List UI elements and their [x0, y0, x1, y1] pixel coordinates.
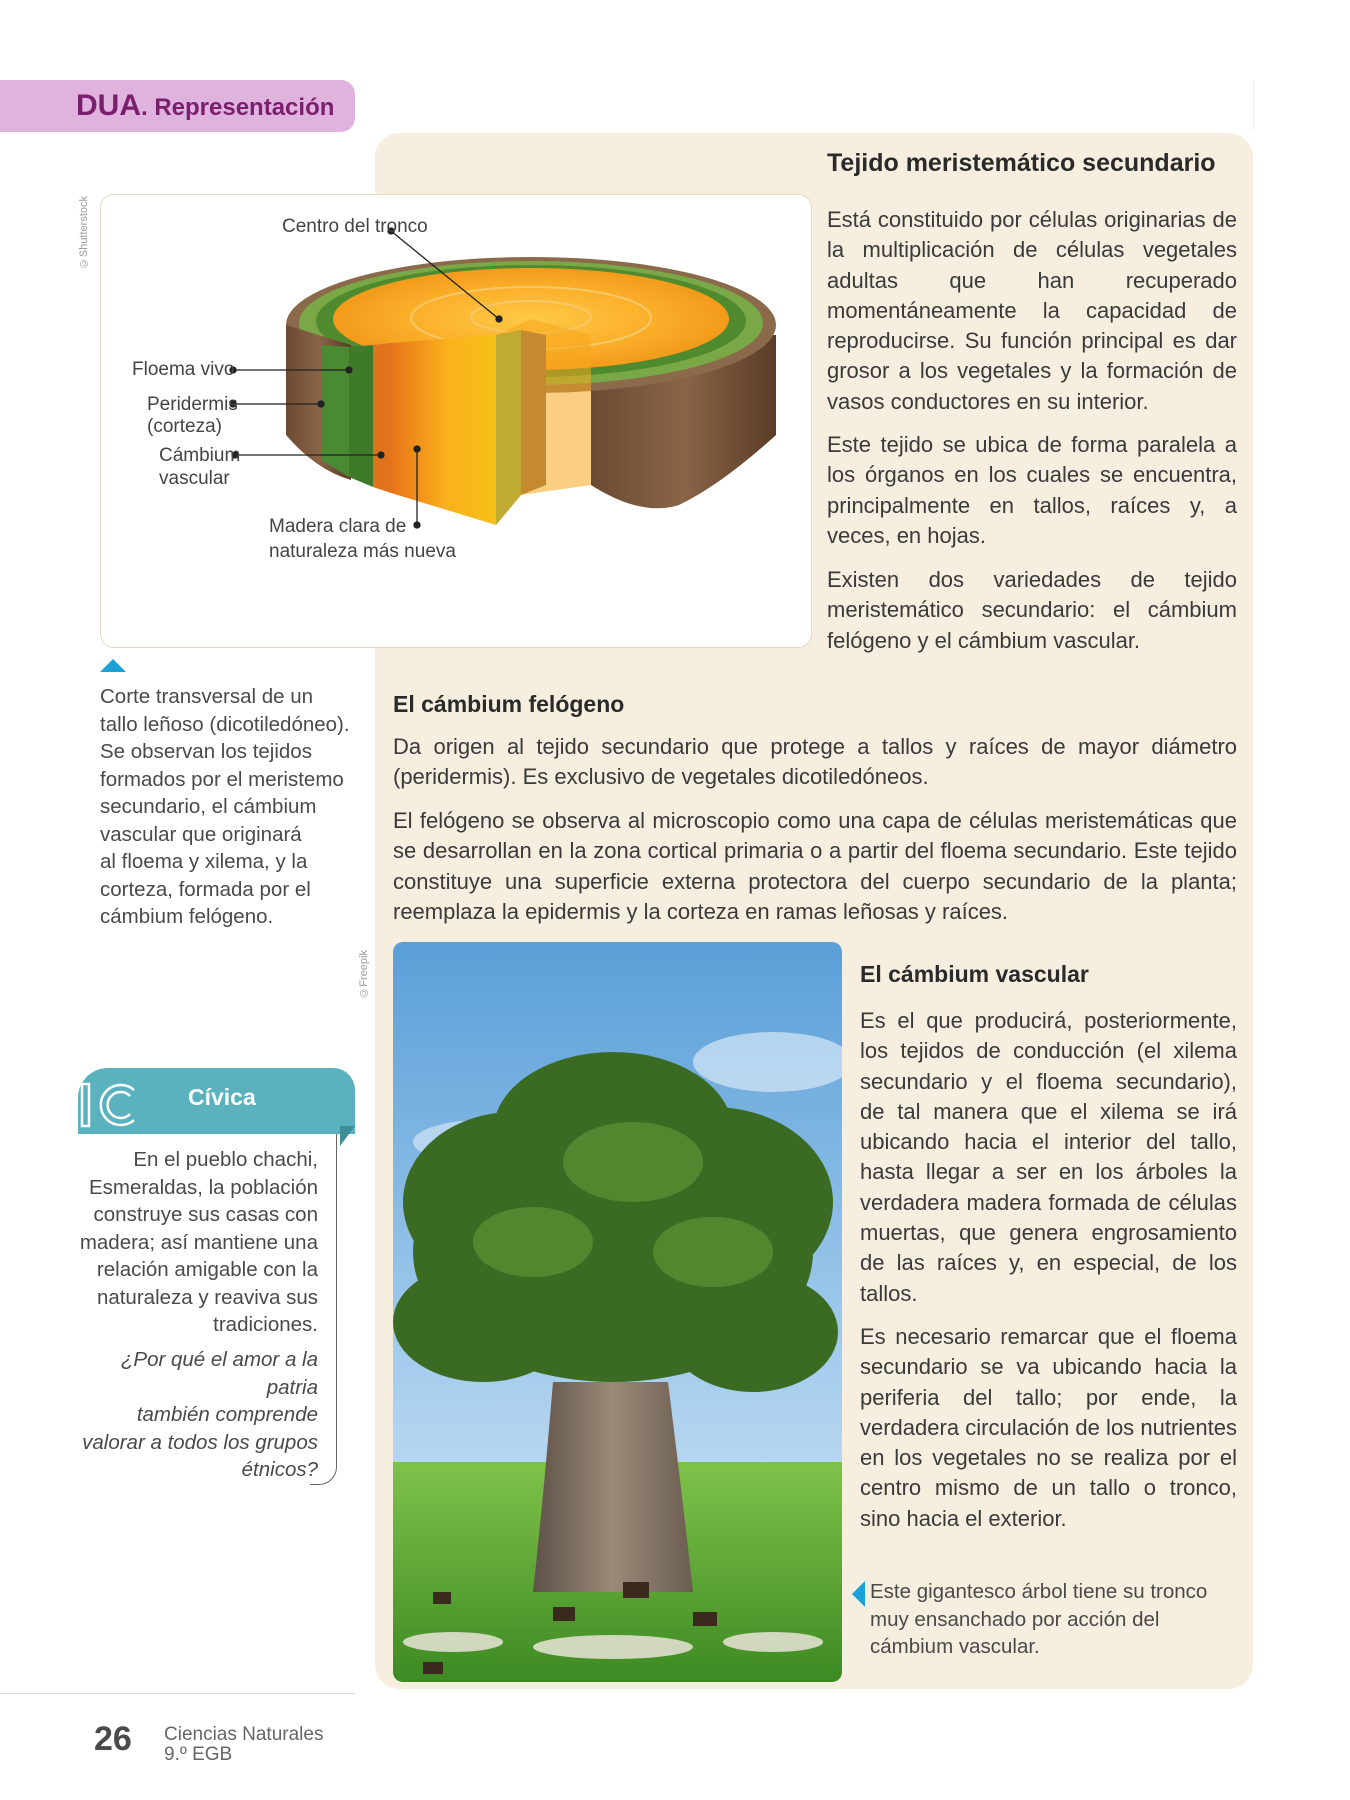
dua-tab: [0, 80, 355, 132]
photo-caption-line: cámbium vascular.: [870, 1635, 1040, 1658]
section-title-felogeno: El cámbium felógeno: [393, 691, 625, 717]
label-centro-tronco: Centro del tronco: [282, 216, 428, 237]
trunk-figure: [100, 194, 812, 648]
footer-subject: [164, 1725, 323, 1765]
section1-paragraph-2: Este tejido se ubica de forma paralela a los órganos en los cuales se encuentra, principalmente en tallos, raíces y, a veces, en hojas.: [827, 432, 1237, 548]
header-divider: [1253, 80, 1254, 130]
section2-paragraph-1: Da origen al tejido secundario que protege a tallos y raíces de mayor diámetro (peridermis). Es exclusivo de vegetales dicotiledóneos.: [393, 734, 1237, 790]
civica-line: construye sus casas con: [93, 1203, 318, 1226]
photo-caption: [870, 1578, 1230, 1661]
figure-caption: [100, 683, 365, 931]
caption-pointer-icon: [100, 659, 126, 672]
label-cambium: Cámbium: [159, 445, 241, 466]
section-title-meristematico: Tejido meristemático secundario: [827, 149, 1216, 177]
label-floema-vivo: Floema vivo: [132, 359, 235, 380]
civica-text: [78, 1146, 318, 1339]
civica-question-line: étnicos?: [241, 1458, 318, 1481]
baobab-tree-image: [393, 942, 842, 1682]
civica-title: Cívica: [188, 1084, 256, 1110]
section2-paragraph-2: El felógeno se observa al microscopio como una capa de células meristemáticas que se desarrollan en la zona cortical primaria o a partir del floema secundario. Este tejido constituye una superficie externa protectora del cuerpo secundario de la planta; reemplaza la epidermis y la corteza en ramas leñosas y raíces.: [393, 808, 1237, 924]
caption-line: tallo leñoso (dicotiledóneo).: [100, 712, 350, 736]
baobab-photo: [393, 942, 842, 1682]
label-madera-2: naturaleza más nueva: [269, 541, 456, 562]
caption-line: vascular que originará: [100, 822, 302, 846]
label-vascular: vascular: [159, 468, 230, 489]
section3-paragraph-1: Es el que producirá, posteriormente, los tejidos de conducción (el xilema secundario y el floema secundario), de tal manera que el xilema se irá ubicando hacia el interior del tallo, hasta llegar a ser en los árboles la verdadera madera formada de células muertas, que genera engrosamiento de las raíces y, en especial, de los tallos.: [860, 1008, 1237, 1306]
photo-caption-line: Este gigantesco árbol tiene su tronco: [870, 1580, 1208, 1603]
civica-line: madera; así mantiene una: [79, 1230, 318, 1254]
subject-name: Ciencias Naturales: [164, 1724, 324, 1745]
caption-line: secundario, el cámbium: [100, 795, 317, 818]
civica-line: tradiciones.: [213, 1313, 318, 1336]
civica-line: relación amigable con la: [96, 1258, 318, 1281]
civica-header: [78, 1068, 355, 1134]
caption-line: corteza, formada por el: [100, 877, 311, 901]
dua-bold: DUA: [76, 89, 141, 122]
label-madera-1: Madera clara de: [269, 516, 407, 537]
caption-line: cámbium felógeno.: [100, 905, 274, 928]
photo-caption-line: muy ensanchado por acción del: [870, 1607, 1160, 1631]
civica-line: Esmeraldas, la población: [88, 1175, 318, 1199]
figure-credit: ©Shutterstock: [78, 196, 90, 270]
label-corteza: (corteza): [147, 416, 222, 437]
section1-paragraph-1: Está constituido por células originarias de la multiplicación de células vegetales adultas que han recuperado momentáneamente la capacidad de reproducirse. Su función principal es dar grosor a los vegetales y la formación de vasos conductores en su interior.: [827, 207, 1237, 414]
caption-line: formados por el meristemo: [100, 767, 344, 791]
civica-line: En el pueblo chachi,: [133, 1148, 318, 1171]
section1-paragraph-3: Existen dos variedades de tejido meristemático secundario: el cámbium felógeno y el cámbium vascular.: [827, 567, 1237, 653]
photo-credit: ©Freepik: [358, 950, 370, 999]
label-peridermis: Peridermis: [147, 394, 238, 415]
civica-question-line: valorar a todos los grupos: [82, 1430, 318, 1454]
photo-caption-pointer-icon: [852, 1581, 865, 1607]
civica-question: [78, 1346, 318, 1484]
dua-rest: . Representación: [141, 94, 335, 121]
caption-line: Corte transversal de un: [100, 685, 314, 708]
caption-line: al floema y xilema, y la: [100, 850, 308, 873]
civica-logo-icon: [78, 1080, 142, 1130]
dua-title: [76, 89, 334, 123]
civica-question-line: ¿Por qué el amor a la patria: [120, 1348, 318, 1399]
civica-fold: [340, 1126, 355, 1146]
caption-line: Se observan los tejidos: [100, 740, 312, 763]
civica-line: naturaleza y reaviva sus: [96, 1285, 318, 1309]
civica-question-line: también comprende: [136, 1403, 318, 1426]
footer-divider: [0, 1693, 355, 1694]
section3-paragraph-2: Es necesario remarcar que el floema secundario se va ubicando hacia la periferia del tallo; por ende, la verdadera circulación de los nutrientes en los vegetales no se realiza por el centro mismo de un tallo o tronco, sino hacia el exterior.: [860, 1324, 1237, 1531]
page-number: 26: [94, 1720, 132, 1758]
section-title-vascular: El cámbium vascular: [860, 961, 1089, 987]
grade-name: 9.º EGB: [164, 1744, 233, 1765]
